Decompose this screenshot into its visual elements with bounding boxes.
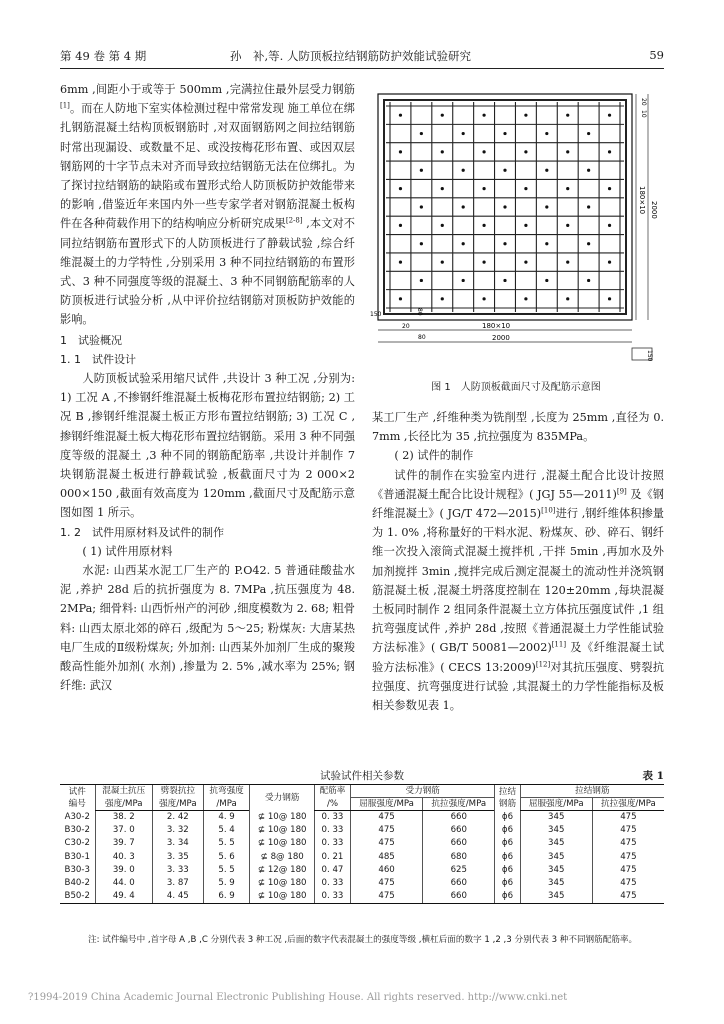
tie-rebar-dot — [503, 205, 506, 208]
tie-rebar-dot — [399, 150, 402, 153]
table-cell: ϕ6 — [495, 877, 520, 890]
table-cell: 660 — [423, 890, 495, 904]
table-cell: 39. 7 — [95, 837, 152, 850]
table-body — [60, 811, 664, 904]
tie-rebar-dot — [524, 150, 527, 153]
tie-rebar-dot — [566, 114, 569, 117]
table-row — [60, 864, 664, 877]
tie-rebar-dot — [441, 260, 444, 263]
col-tie-tensile: 抗拉强度/MPa — [592, 798, 664, 811]
table-cell: 345 — [520, 877, 592, 890]
tie-rebar-dot — [587, 242, 590, 245]
tie-rebar-dot — [566, 297, 569, 300]
table-cell: 680 — [423, 851, 495, 864]
steel-fiber-paragraph: 某工厂生产 ,纤维种类为铣削型 ,长度为 25mm ,直径为 0. 7mm ,长径比为 35 ,抗拉强度为 835MPa。 — [372, 411, 664, 444]
table-row — [60, 824, 664, 837]
tie-rebar-dot — [462, 279, 465, 282]
table-row — [60, 877, 664, 890]
tie-rebar-dot — [608, 224, 611, 227]
tie-rebar-dot — [399, 114, 402, 117]
col-split: 劈裂抗拉 — [153, 785, 204, 798]
table-cell: 660 — [423, 837, 495, 850]
intro-paragraph: 6mm ,间距小于或等于 500mm ,完满拉住最外层受力钢筋[1]。而在人防地下室实体检测过程中常常发现 施工单位在绑扎钢筋混凝土结构顶板钢筋时 ,对双面钢筋网之间拉结钢筋时常出现漏设、或数量不足、或没按梅花形布置、或因双层钢筋网的十字节点未对齐而导致拉结钢筋无法在位绑扎。为了探讨拉结钢筋的缺陷或布置形式给人防顶板防护效能带来的影响 ,借鉴近年来国内外一些专家学者对钢筋混凝土板构件在各种荷载作用下的结构响应分析研究成果[2-8] ,本文对不同拉结钢筋布置形式下的人防顶板进行了静载试验 ,综合纤维混凝土的力学特性 ,分别采用 3 种不同拉结钢筋的布置形式、3 种不同强度等级的混凝土、3 种不同钢筋配筋率的人防顶板进行试验分析 ,从中评价拉结钢筋对顶板防护效能的影响。 — [60, 83, 355, 327]
tie-rebar-dot — [441, 187, 444, 190]
table-cell: ⊈ 10@ 180 — [250, 890, 315, 904]
table-cell: 345 — [520, 811, 592, 825]
table-cell: 475 — [592, 877, 664, 890]
tie-rebar-dot — [566, 224, 569, 227]
table-cell: 475 — [592, 864, 664, 877]
tie-rebar-dot — [441, 297, 444, 300]
tie-rebar-dot — [503, 169, 506, 172]
tie-rebar-dot — [462, 169, 465, 172]
table-cell: 660 — [423, 824, 495, 837]
running-title: 孙 补,等. 人防顶板拉结钢筋防护效能试验研究 — [230, 49, 471, 63]
tie-rebar-dot — [441, 114, 444, 117]
col-tie: 拉结 钢筋 — [495, 785, 520, 811]
table-cell: ⊈ 10@ 180 — [250, 824, 315, 837]
dim-right-total: 2000 — [650, 201, 658, 219]
col-stress-rebar: 受力钢筋 — [350, 785, 494, 798]
tie-rebar-dot — [587, 279, 590, 282]
specimen-parameter-table — [60, 784, 664, 904]
table-cell: ⊈ 8@ 180 — [250, 851, 315, 864]
tie-rebar-dot — [482, 114, 485, 117]
table-cell: ⊈ 10@ 180 — [250, 811, 315, 825]
table-cell: 0. 21 — [314, 851, 350, 864]
table-cell: A30-2 — [64, 811, 90, 822]
table-cell: ⊈ 12@ 180 — [250, 864, 315, 877]
table-cell: 475 — [592, 851, 664, 864]
tie-rebar-dots — [399, 114, 611, 301]
col-flex-unit: /MPa — [203, 798, 250, 811]
table-cell: 345 — [520, 824, 592, 837]
table-cell: 475 — [592, 890, 664, 904]
table-row — [60, 811, 664, 825]
col-tensile: 抗拉强度/MPa — [423, 798, 495, 811]
col-split-unit: 强度/MPa — [153, 798, 204, 811]
dim-right-mid: 180×10 — [638, 186, 646, 215]
table-cell: 5. 6 — [203, 851, 250, 864]
tie-rebar-dot — [524, 260, 527, 263]
tie-rebar-dot — [441, 224, 444, 227]
table-caption: 试验试件相关参数 — [320, 770, 404, 782]
table-row — [60, 890, 664, 904]
tie-rebar-dot — [420, 205, 423, 208]
dim-thickness: 150 — [646, 350, 653, 362]
table-cell: ϕ6 — [495, 837, 520, 850]
tie-rebar-dot — [503, 279, 506, 282]
table-cell: 345 — [520, 864, 592, 877]
table-cell: 345 — [520, 890, 592, 904]
table-cell: ⊈ 10@ 180 — [250, 837, 315, 850]
tie-rebar-dot — [566, 187, 569, 190]
table-cell: 475 — [350, 824, 422, 837]
running-header — [60, 46, 664, 66]
tie-rebar-dot — [566, 150, 569, 153]
table-cell: 3. 87 — [153, 877, 204, 890]
table-cell: 5. 5 — [203, 837, 250, 850]
table-cell: 475 — [350, 877, 422, 890]
tie-rebar-dot — [482, 260, 485, 263]
tie-rebar-dot — [482, 150, 485, 153]
table-cell: 37. 0 — [95, 824, 152, 837]
table-cell: 6. 9 — [203, 890, 250, 904]
table-cell: 3. 34 — [153, 837, 204, 850]
col-tie-yield: 屈服强度/MPa — [520, 798, 592, 811]
journal-issue: 第 49 卷 第 4 期 — [60, 49, 147, 63]
table-cell: 0. 33 — [314, 890, 350, 904]
tie-rebar-dot — [524, 187, 527, 190]
header-rule — [60, 68, 664, 69]
table-cell: 345 — [520, 837, 592, 850]
tie-rebar-dot — [399, 224, 402, 227]
tie-rebar-dot — [462, 242, 465, 245]
specimen-design-paragraph: 人防顶板试验采用缩尺试件 ,共设计 3 种工况 ,分别为: 1) 工况 A ,不掺钢纤维混凝土板梅花形布置拉结钢筋; 2) 工况 B ,掺钢纤维混凝土板正方形布置拉结钢筋; 3) 工况 C ,掺钢纤维混凝土板大梅花形布置拉结钢筋。采用 3 种不同强度等级的混凝土 ,3 种不同的钢筋配筋率 ,共设计并制作 7 块钢筋混凝土板进行静载试验 ,板截面尺寸为 2 000×2 000×150 ,截面有效高度为 120mm ,截面尺寸及配筋示意图如图 1 所示。 — [60, 372, 355, 520]
tie-rebar-dot — [545, 279, 548, 282]
table-cell: 0. 33 — [314, 837, 350, 850]
figure-caption: 图 1 人防顶板截面尺寸及配筋示意图 — [431, 382, 601, 393]
tie-rebar-dot — [608, 260, 611, 263]
table-cell: 0. 33 — [314, 877, 350, 890]
tie-rebar-dot — [462, 205, 465, 208]
dim-bottom-mid: 180×10 — [482, 322, 511, 330]
tie-rebar-dot — [524, 224, 527, 227]
table-cell: 4. 45 — [153, 890, 204, 904]
table-cell: 475 — [350, 890, 422, 904]
section-heading-1-2: 1. 2 试件用原材料及试件的制作 — [60, 525, 224, 539]
tie-rebar-dot — [482, 224, 485, 227]
table-cell: B40-2 — [64, 878, 90, 889]
page-number: 59 — [649, 48, 664, 62]
tie-rebar-dot — [545, 132, 548, 135]
table-cell: 0. 33 — [314, 811, 350, 825]
col-flex: 抗弯强度 — [203, 785, 250, 798]
tie-rebar-dot — [587, 132, 590, 135]
tie-rebar-dot — [462, 132, 465, 135]
table-cell: 475 — [350, 837, 422, 850]
materials-paragraph: 水泥: 山西某水泥工厂生产的 P.O42. 5 普通硅酸盐水泥 ,养护 28d 后的抗折强度为 8. 7MPa ,抗压强度为 48. 2MPa; 细骨料: 山西忻州产的河砂 ,细度模数为 2. 68; 粗骨料: 山西太原北郊的碎石 ,级配为 5～25; 粉煤灰: 大唐某热电厂生成的Ⅱ级粉煤灰; 外加剂: 山西某外加剂厂生成的聚羧酸高性能外加剂( 水剂) ,掺量为 2. 5% ,减水率为 25%; 钢纤维: 武汉 — [60, 564, 355, 693]
dim-top1: 20 — [640, 98, 647, 106]
dim-bottom-small: 80 — [418, 334, 426, 341]
table-cell: 485 — [350, 851, 422, 864]
section-heading-1: 1 试验概况 — [60, 333, 122, 347]
tie-rebar-dot — [524, 297, 527, 300]
table-cell: B50-2 — [60, 890, 95, 904]
dim-left-small2: 80 — [416, 308, 423, 316]
table-row — [60, 851, 664, 864]
tie-rebar-dot — [608, 297, 611, 300]
table-cell: 5. 4 — [203, 824, 250, 837]
tie-rebar-dot — [587, 169, 590, 172]
table-cell: 5. 5 — [203, 864, 250, 877]
table-cell: 4. 9 — [203, 811, 250, 825]
tie-rebar-dot — [545, 169, 548, 172]
tie-rebar-dot — [399, 187, 402, 190]
subheading-materials: ( 1) 试件用原材料 — [82, 544, 173, 558]
table-cell: B30-1 — [64, 851, 90, 862]
dim-left-small: 20 — [402, 323, 410, 330]
left-column — [60, 80, 355, 696]
table-cell: 475 — [592, 811, 664, 825]
table-cell: ϕ6 — [495, 851, 520, 864]
rebar-layout-diagram — [370, 86, 660, 376]
table-cell: ϕ6 — [495, 890, 520, 904]
table-cell: 475 — [350, 811, 422, 825]
col-ratio: 配筋率 — [314, 785, 350, 798]
dim-left-thickness: 150 — [370, 311, 382, 318]
table-cell: 44. 0 — [95, 877, 152, 890]
section-heading-1-1: 1. 1 试件设计 — [60, 352, 136, 366]
tie-rebar-dot — [420, 132, 423, 135]
col-comp-unit: 强度/MPa — [95, 798, 152, 811]
table-cell: B30-2 — [64, 825, 90, 836]
table-cell: 0. 33 — [314, 824, 350, 837]
table-cell: 345 — [520, 851, 592, 864]
table-cell: 660 — [423, 877, 495, 890]
tie-rebar-dot — [545, 242, 548, 245]
table-cell: 3. 33 — [153, 864, 204, 877]
col-comp: 混凝土抗压 — [95, 785, 152, 798]
col-rebar: 受力钢筋 — [250, 785, 315, 811]
table-cell: 475 — [592, 824, 664, 837]
table-cell: 625 — [423, 864, 495, 877]
tie-rebar-dot — [566, 260, 569, 263]
dim-top2: 10 — [640, 110, 647, 118]
table-row — [60, 837, 664, 850]
table-cell: 475 — [592, 837, 664, 850]
tie-rebar-dot — [420, 169, 423, 172]
table-cell: 3. 32 — [153, 824, 204, 837]
table-cell: ⊈ 10@ 180 — [250, 877, 315, 890]
tie-rebar-dot — [503, 242, 506, 245]
table-cell: 38. 2 — [95, 811, 152, 825]
right-column — [372, 408, 664, 715]
col-tie-rebar: 拉结钢筋 — [520, 785, 664, 798]
copyright-footer: ?1994-2019 China Academic Journal Electronic Publishing House. All rights reserved. http://www.cnki.net — [28, 992, 568, 1003]
col-ratio-unit: /% — [314, 798, 350, 811]
table-cell: 40. 3 — [95, 851, 152, 864]
col-yield: 屈服强度/MPa — [350, 798, 422, 811]
figure-1 — [370, 86, 660, 376]
tie-rebar-dot — [399, 297, 402, 300]
tie-rebar-dot — [482, 297, 485, 300]
table-note: 注: 试件编号中 ,首字母 A ,B ,C 分别代表 3 种工况 ,后面的数字代表混凝土的强度等级 ,横杠后面的数字 1 ,2 ,3 分别代表 3 种不同钢筋配筋率。 — [88, 935, 638, 945]
table-cell: 5. 9 — [203, 877, 250, 890]
table-cell: 660 — [423, 811, 495, 825]
table-cell: 3. 35 — [153, 851, 204, 864]
table-cell: 0. 47 — [314, 864, 350, 877]
tie-rebar-dot — [420, 279, 423, 282]
table-cell: 2. 42 — [153, 811, 204, 825]
table-cell: ϕ6 — [495, 811, 520, 825]
subheading-fabrication: ( 2) 试件的制作 — [394, 449, 474, 463]
tie-rebar-dot — [482, 187, 485, 190]
tie-rebar-dot — [524, 114, 527, 117]
tie-rebar-dot — [608, 187, 611, 190]
fabrication-paragraph: 试件的制作在实验室内进行 ,混凝土配合比设计按照《普通混凝土配合比设计规程》( JGJ 55—2011)[9] 及《钢纤维混凝土》( JG/T 472—2015)[10]进行 ,钢纤维体积掺量为 1. 0% ,将称量好的干料水泥、粉煤灰、砂、碎石、钢纤维一次投入滚筒式混凝土搅拌机 ,干拌 5min ,再加水及外加剂搅拌 3min ,搅拌完成后测定混凝土的流动性并浇筑钢筋混凝土板 ,混凝土坍落度控制在 120±20mm ,每块混凝土板同时制作 2 组同条件混凝土立方体抗压强度试件 ,1 组抗弯强度试件 ,养护 28d ,按照《普通混凝土力学性能试验方法标准》( GB/T 50081—2002)[11] 及《纤维混凝土试验方法标准》( CECS 13:2009)[12]对其抗压强度、劈裂抗拉强度、抗弯强度进行试验 ,其混凝土的力学性能指标及板相关参数见表 1。 — [372, 468, 664, 713]
tie-rebar-dot — [587, 205, 590, 208]
table-cell: 49. 4 — [95, 890, 152, 904]
table-cell: C30-2 — [64, 838, 91, 849]
table-cell: ϕ6 — [495, 824, 520, 837]
table-cell: B30-3 — [64, 864, 90, 875]
table-cell: ϕ6 — [495, 864, 520, 877]
tie-rebar-dot — [608, 150, 611, 153]
table-cell: 39. 0 — [95, 864, 152, 877]
tie-rebar-dot — [420, 242, 423, 245]
table-label: 表 1 — [642, 770, 664, 782]
table-cell: 460 — [350, 864, 422, 877]
tie-rebar-dot — [503, 132, 506, 135]
dim-bottom-total: 2000 — [492, 334, 510, 342]
tie-rebar-dot — [441, 150, 444, 153]
col-id: 试件 编号 — [60, 785, 95, 811]
tie-rebar-dot — [399, 260, 402, 263]
tie-rebar-dot — [608, 114, 611, 117]
tie-rebar-dot — [545, 205, 548, 208]
